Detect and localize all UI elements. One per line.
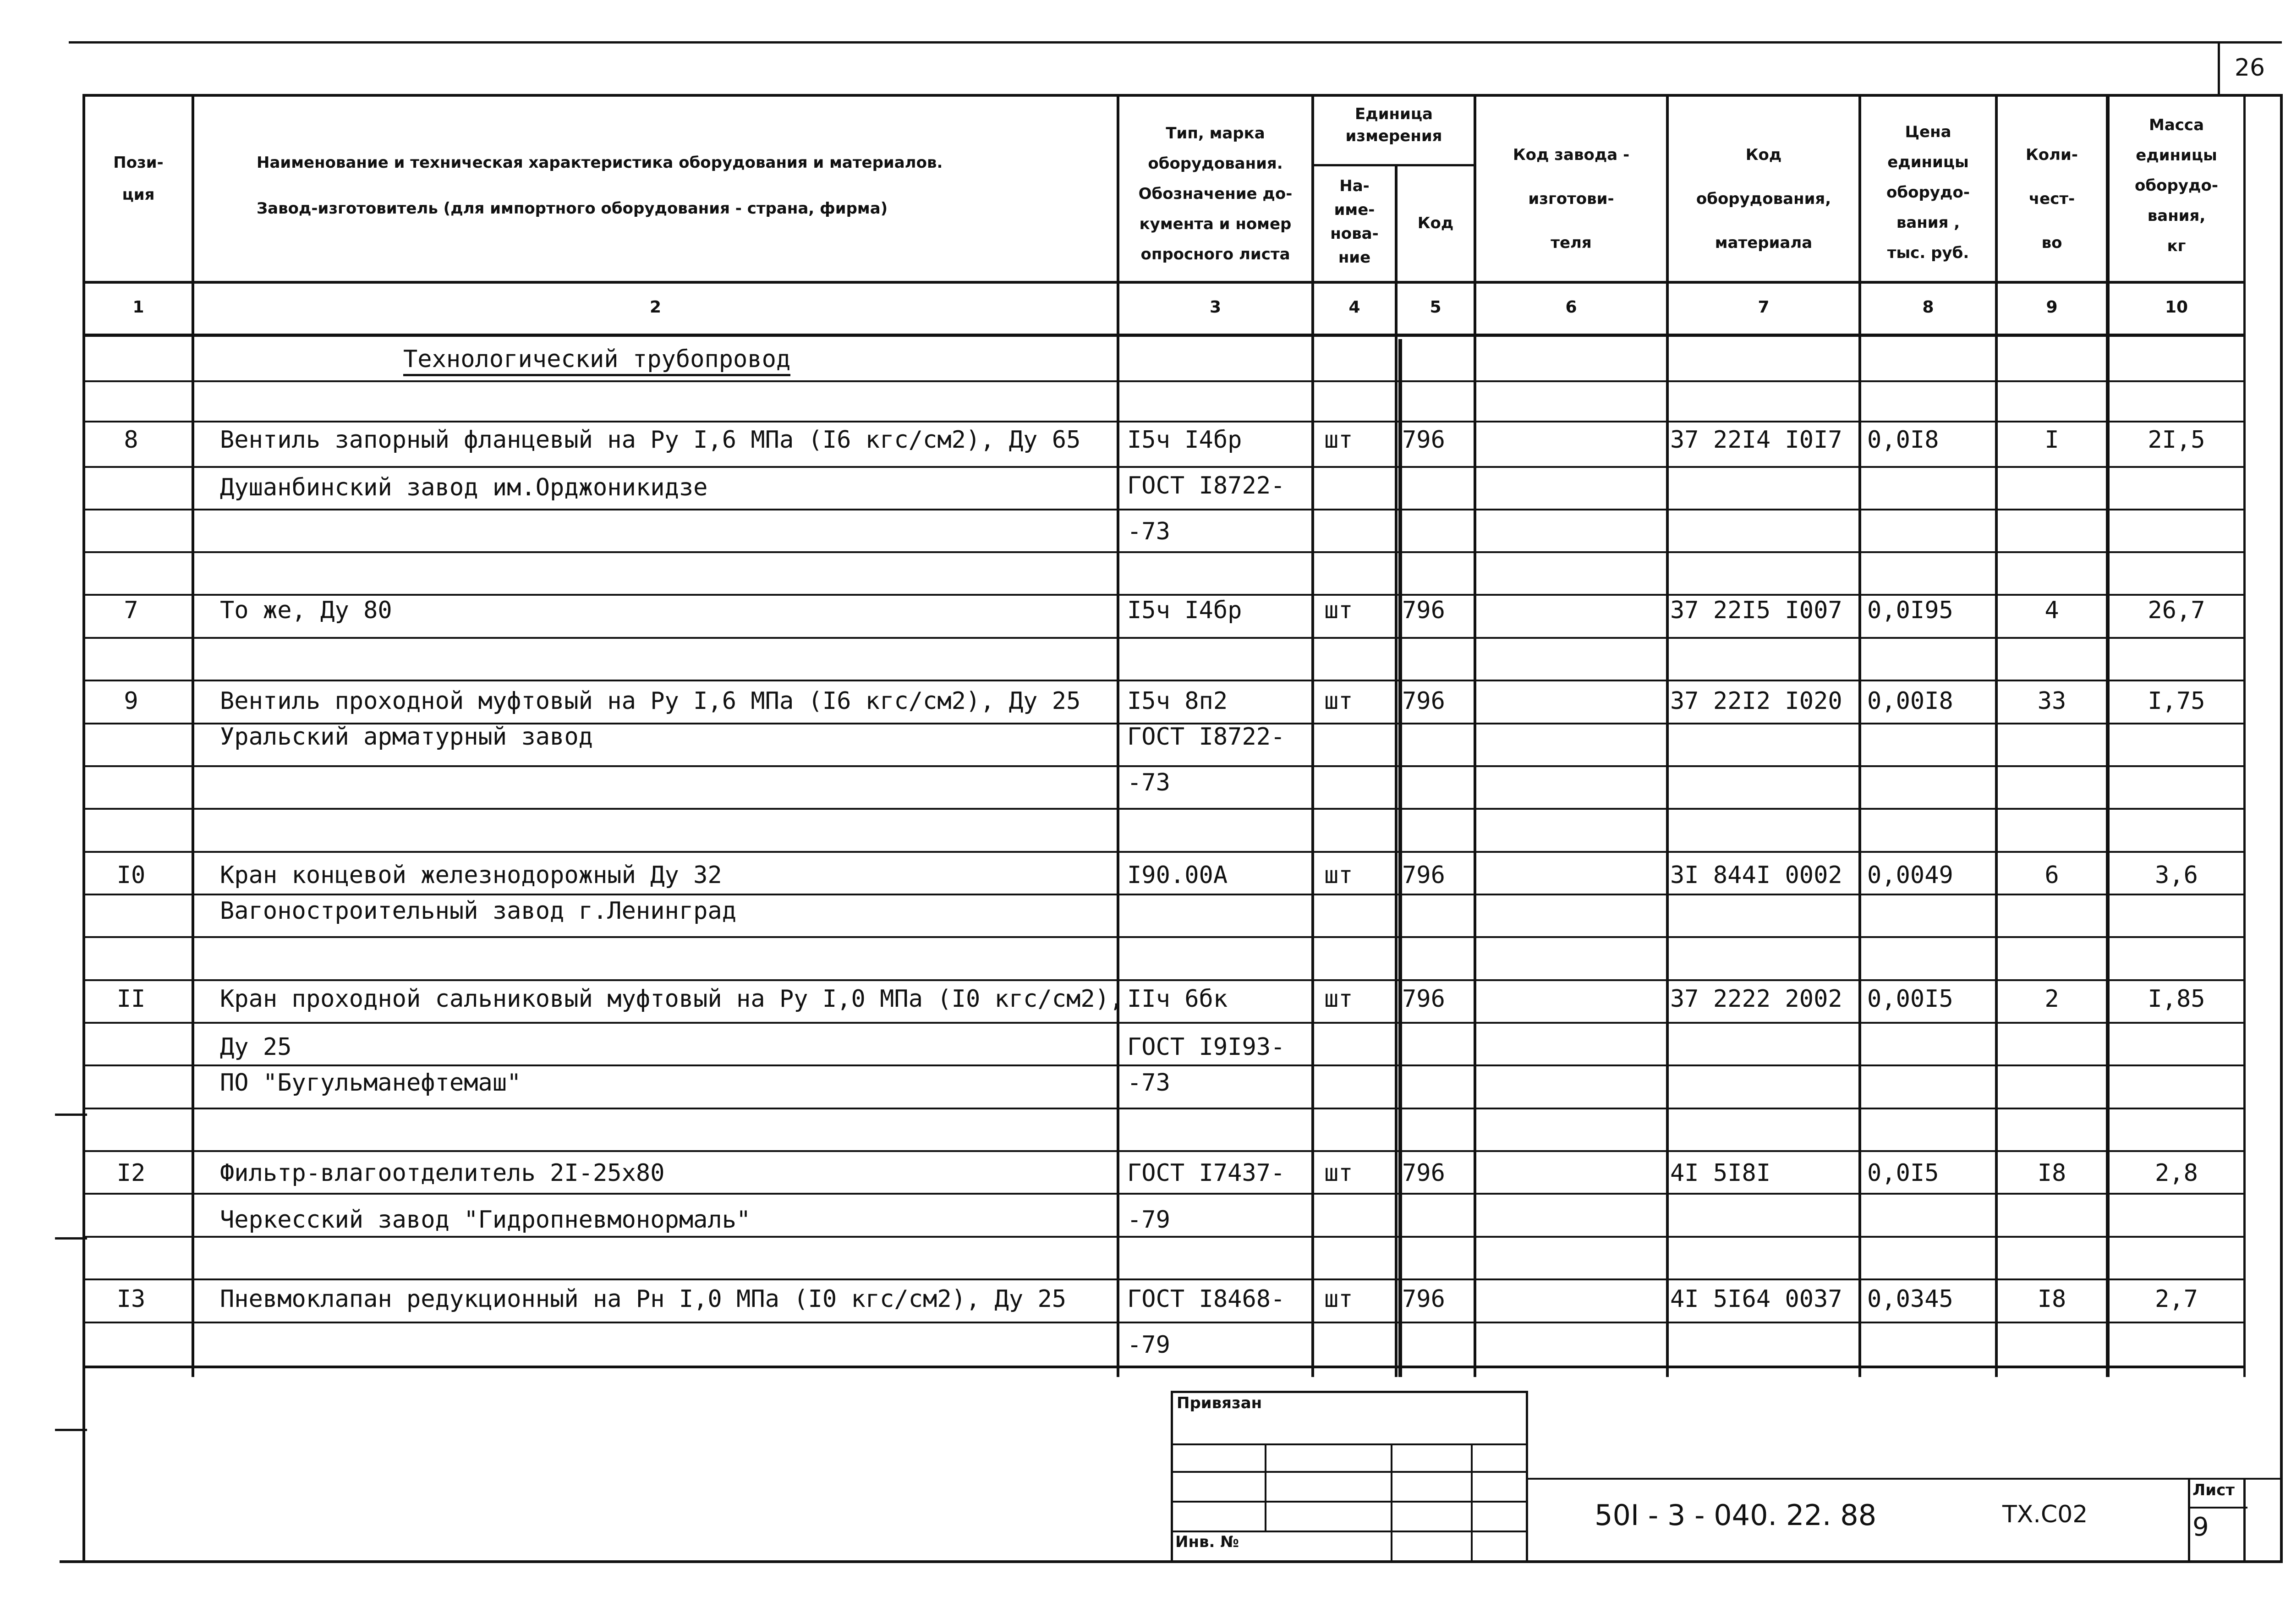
column-number: 2 bbox=[649, 298, 662, 317]
row-type: ГОСТ I9I93- bbox=[1127, 1033, 1285, 1061]
row-unit-code: 796 bbox=[1402, 426, 1445, 454]
header-col7: Код оборудования, материала bbox=[1696, 146, 1831, 252]
column-number: 5 bbox=[1430, 298, 1441, 317]
column-number: 4 bbox=[1348, 298, 1360, 317]
sheet-number: 9 bbox=[2192, 1512, 2209, 1542]
row-type: ГОСТ I7437- bbox=[1127, 1159, 1285, 1187]
row-unit: шт bbox=[1324, 687, 1353, 715]
row-type: I90.00А bbox=[1127, 861, 1228, 889]
row-type: I5ч I4бр bbox=[1127, 597, 1242, 624]
row-unit: шт bbox=[1324, 861, 1353, 889]
row-line bbox=[82, 637, 2246, 639]
row-manufacturer: Вагоностроительный завод г.Ленинград bbox=[220, 897, 737, 925]
row-line bbox=[82, 1064, 2246, 1066]
row-line bbox=[82, 1022, 2246, 1024]
row-qty: 4 bbox=[2044, 597, 2059, 624]
col-line bbox=[2106, 94, 2110, 1377]
document-code: 50I - 3 - 040. 22. 88 bbox=[1595, 1498, 1877, 1532]
header-col3: Тип, марка оборудования. Обозначение до- кумента и номер опросного листа bbox=[1138, 124, 1293, 263]
row-line bbox=[82, 380, 2246, 382]
row-qty: I8 bbox=[2037, 1285, 2066, 1313]
column-number: 3 bbox=[1209, 298, 1222, 317]
col-line bbox=[192, 94, 194, 1377]
document-mark: ТХ.С02 bbox=[2002, 1501, 2088, 1528]
col-line bbox=[1474, 94, 1476, 1377]
row-position: I2 bbox=[116, 1159, 146, 1187]
row-unit: шт bbox=[1324, 597, 1353, 624]
row-position: I0 bbox=[116, 861, 146, 889]
row-manufacturer: Уральский арматурный завод bbox=[220, 723, 593, 751]
row-line bbox=[82, 594, 2246, 596]
row-price: 0,00I5 bbox=[1867, 985, 1953, 1013]
row-position: I3 bbox=[116, 1285, 146, 1313]
frame-top bbox=[82, 94, 2282, 97]
column-number: 7 bbox=[1758, 298, 1770, 317]
header-col8: Цена единицы оборудо- вания , тыс. руб. bbox=[1886, 123, 1970, 262]
col-line bbox=[1666, 94, 1669, 1377]
row-code: 4I 5I8I bbox=[1670, 1159, 1771, 1187]
colnum-bottom bbox=[82, 334, 2246, 337]
sheet-label: Лист bbox=[2192, 1481, 2235, 1499]
row-name: Кран концевой железнодорожный Ду 32 bbox=[220, 861, 722, 889]
row-position: 7 bbox=[124, 597, 138, 624]
row-code: 3I 844I 0002 bbox=[1670, 861, 1842, 889]
stamp-inv-label: Инв. № bbox=[1175, 1533, 1239, 1551]
column-number: 9 bbox=[2046, 298, 2058, 317]
row-manufacturer: Черкесский завод "Гидропневмонормаль" bbox=[220, 1206, 751, 1234]
row-code: 4I 5I64 0037 bbox=[1670, 1285, 1842, 1313]
row-price: 0,0I95 bbox=[1867, 597, 1953, 624]
row-line bbox=[82, 509, 2246, 510]
column-number: 8 bbox=[1922, 298, 1934, 317]
row-qty: I8 bbox=[2037, 1159, 2066, 1187]
row-price: 0,0049 bbox=[1867, 861, 1953, 889]
column-number: 10 bbox=[2165, 298, 2188, 317]
header-col2: Наименование и техническая характеристика оборудования и материалов. Завод-изготовитель (для импортного оборудования - страна, фирма) bbox=[257, 154, 943, 218]
row-type: -73 bbox=[1127, 769, 1170, 796]
row-manufacturer: Душанбинский завод им.Орджоникидзе bbox=[220, 474, 708, 501]
frame-right bbox=[2280, 94, 2283, 1560]
row-unit-code: 796 bbox=[1402, 861, 1445, 889]
row-unit: шт bbox=[1324, 985, 1353, 1013]
row-price: 0,0I5 bbox=[1867, 1159, 1939, 1187]
row-unit: шт bbox=[1324, 426, 1353, 454]
col-line bbox=[1858, 94, 1861, 1377]
row-line bbox=[82, 680, 2246, 681]
row-line bbox=[82, 421, 2246, 422]
column-number: 6 bbox=[1565, 298, 1577, 317]
row-unit-code: 796 bbox=[1402, 985, 1445, 1013]
row-qty: 6 bbox=[2044, 861, 2059, 889]
row-type: I5ч 8п2 bbox=[1127, 687, 1228, 715]
binding-tick bbox=[55, 1429, 87, 1431]
stamp-bound-label: Привязан bbox=[1177, 1394, 1262, 1412]
row-mass: I,75 bbox=[2148, 687, 2205, 715]
row-qty: 2 bbox=[2044, 985, 2059, 1013]
row-line bbox=[82, 1236, 2246, 1238]
row-type: ГОСТ I8468- bbox=[1127, 1285, 1285, 1313]
row-mass: 2I,5 bbox=[2148, 426, 2205, 454]
row-type: I5ч I4бр bbox=[1127, 426, 1242, 454]
header-col5: Код bbox=[1417, 214, 1454, 232]
row-line bbox=[82, 466, 2246, 468]
row-unit: шт bbox=[1324, 1159, 1353, 1187]
header-col9: Коли- чест- во bbox=[2026, 146, 2078, 252]
section-title: Технологический трубопровод bbox=[403, 345, 790, 376]
row-name-cont: Ду 25 bbox=[220, 1033, 292, 1061]
row-name: Фильтр-влагоотделитель 2I-25х80 bbox=[220, 1159, 665, 1187]
row-code: 37 2222 2002 bbox=[1670, 985, 1842, 1013]
page-number: 26 bbox=[2234, 54, 2265, 82]
row-name: Вентиль запорный фланцевый на Ру I,6 МПа (I6 кгс/см2), Ду 65 bbox=[220, 426, 1081, 454]
row-code: 37 22I5 I007 bbox=[1670, 597, 1842, 624]
row-manufacturer: ПО "Бугульманефтемаш" bbox=[220, 1069, 521, 1097]
header-unit-group: Единица измерения bbox=[1345, 105, 1442, 145]
row-line bbox=[82, 894, 2246, 895]
row-line bbox=[82, 1193, 2246, 1195]
row-code: 37 22I4 I0I7 bbox=[1670, 426, 1842, 454]
col-line bbox=[2243, 94, 2246, 1377]
header-col1: Пози- ция bbox=[113, 154, 164, 204]
row-unit-code: 796 bbox=[1402, 1159, 1445, 1187]
col-line bbox=[1117, 94, 1119, 1377]
header-col6: Код завода - изготови- теля bbox=[1513, 146, 1630, 252]
row-qty: 33 bbox=[2037, 687, 2066, 715]
row-type: IIч 6бк bbox=[1127, 985, 1228, 1013]
col-line bbox=[1398, 339, 1402, 1377]
col-line bbox=[1311, 94, 1314, 1377]
row-position: 9 bbox=[124, 687, 138, 715]
row-type: ГОСТ I8722- bbox=[1127, 472, 1285, 499]
row-name: Кран проходной сальниковый муфтовый на Ру I,0 МПа (I0 кгс/см2), bbox=[220, 985, 1124, 1013]
row-position: 8 bbox=[124, 426, 138, 454]
page-number-box-left bbox=[2218, 41, 2220, 96]
row-mass: 26,7 bbox=[2148, 597, 2205, 624]
row-unit: шт bbox=[1324, 1285, 1353, 1313]
row-unit-code: 796 bbox=[1402, 597, 1445, 624]
row-type: ГОСТ I8722- bbox=[1127, 723, 1285, 751]
row-line bbox=[82, 1278, 2246, 1280]
row-mass: I,85 bbox=[2148, 985, 2205, 1013]
top-border-line bbox=[69, 41, 2282, 44]
row-type: -79 bbox=[1127, 1206, 1170, 1234]
row-line bbox=[82, 1108, 2246, 1109]
binding-tick bbox=[55, 1114, 87, 1116]
row-type: -73 bbox=[1127, 518, 1170, 545]
row-name: То же, Ду 80 bbox=[220, 597, 392, 624]
row-type: -73 bbox=[1127, 1069, 1170, 1097]
row-line bbox=[82, 808, 2246, 810]
row-unit-code: 796 bbox=[1402, 1285, 1445, 1313]
row-type: -79 bbox=[1127, 1331, 1170, 1359]
row-price: 0,00I8 bbox=[1867, 687, 1953, 715]
row-line bbox=[82, 1150, 2246, 1152]
header-col10: Масса единицы оборудо- вания, кг bbox=[2135, 116, 2218, 255]
row-line bbox=[82, 851, 2246, 853]
row-name: Вентиль проходной муфтовый на Ру I,6 МПа (I6 кгс/см2), Ду 25 bbox=[220, 687, 1081, 715]
row-mass: 2,7 bbox=[2155, 1285, 2198, 1313]
row-position: II bbox=[116, 985, 146, 1013]
row-price: 0,0345 bbox=[1867, 1285, 1953, 1313]
header-col4: На- име- нова- ние bbox=[1330, 177, 1379, 267]
row-line bbox=[82, 936, 2246, 938]
row-line bbox=[82, 765, 2246, 767]
column-number: 1 bbox=[132, 298, 144, 317]
row-line bbox=[82, 1322, 2246, 1323]
row-name: Пневмоклапан редукционный на Рн I,0 МПа (I0 кгс/см2), Ду 25 bbox=[220, 1285, 1067, 1313]
row-line bbox=[82, 979, 2246, 981]
unit-header-divider bbox=[1311, 164, 1476, 166]
row-qty: I bbox=[2044, 426, 2059, 454]
col-line bbox=[1395, 165, 1398, 1377]
row-unit-code: 796 bbox=[1402, 687, 1445, 715]
header-bottom bbox=[82, 281, 2246, 284]
table-bottom bbox=[82, 1366, 2246, 1368]
row-line bbox=[82, 551, 2246, 553]
row-mass: 2,8 bbox=[2155, 1159, 2198, 1187]
row-mass: 3,6 bbox=[2155, 861, 2198, 889]
row-price: 0,0I8 bbox=[1867, 426, 1939, 454]
row-code: 37 22I2 I020 bbox=[1670, 687, 1842, 715]
